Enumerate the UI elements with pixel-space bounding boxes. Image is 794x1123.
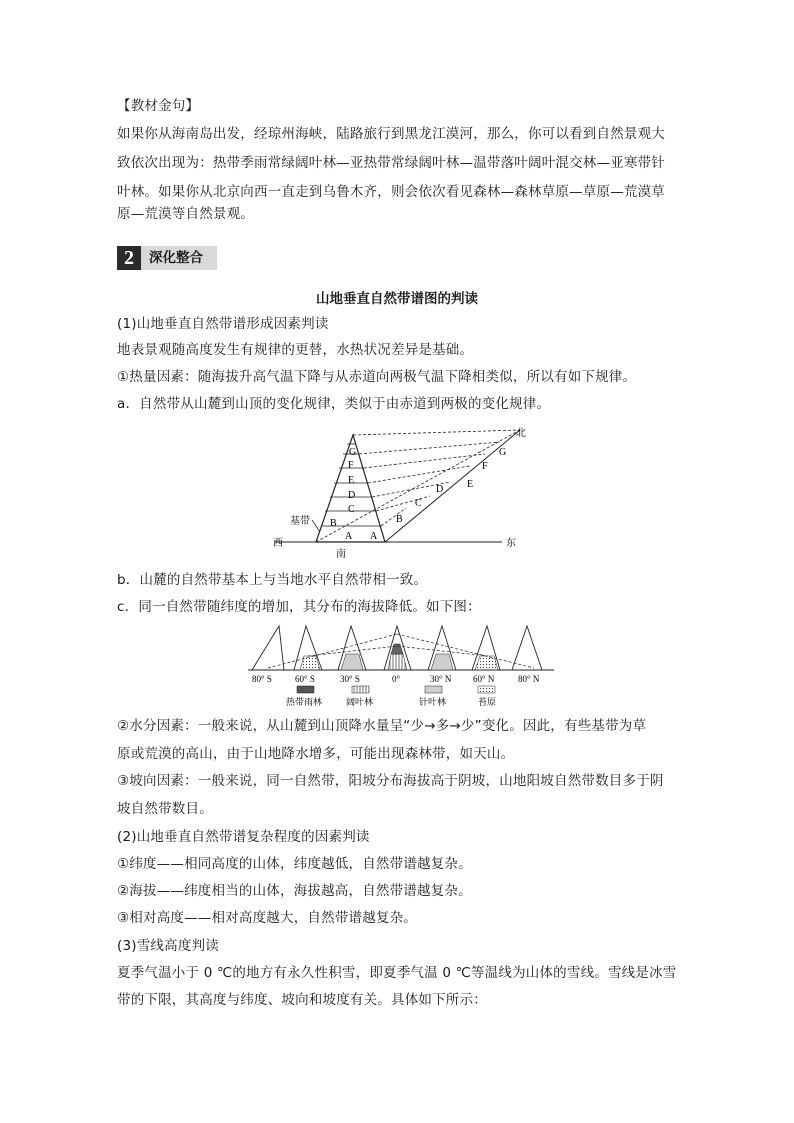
part2-heading: (2)山地垂直自然带谱复杂程度的因素判读	[117, 829, 370, 845]
part2-item-3: ③相对高度——相对高度越大，自然带谱越复杂。	[117, 910, 418, 926]
slope-factor-line-2: 坡自然带数目。	[117, 801, 213, 817]
lat-zone-c: C	[415, 498, 422, 509]
part3-heading: (3)雪线高度判读	[117, 938, 219, 954]
lat-label-60n: 60° N	[473, 674, 495, 684]
lat-label-0: 0°	[392, 674, 401, 684]
part1-heading: (1)山地垂直自然带谱形成因素判读	[117, 316, 329, 332]
lat-label-30n: 30° N	[430, 674, 452, 684]
zone-label-g: G	[349, 447, 357, 458]
zone-label-b: B	[330, 518, 337, 529]
lat-label-80n: 80° N	[518, 674, 540, 684]
lat-zone-d: D	[436, 484, 444, 495]
section-title: 深化整合	[149, 250, 203, 266]
water-factor-line-1: ②水分因素：一般来说，从山麓到山顶降水量呈“少→多→少”变化。因此，有些基带为草	[117, 718, 647, 734]
legend-tundra: 苔原	[478, 697, 497, 707]
summary-line-4: 原—荒漠等自然景观。	[117, 206, 254, 222]
base-belt-label: 基带	[290, 516, 310, 527]
zone-label-a: A	[345, 531, 353, 542]
zone-label-e: E	[348, 475, 355, 486]
item-c: c．同一自然带随纬度的增加，其分布的海拔降低。如下图：	[117, 599, 481, 615]
zone-label-c: C	[348, 504, 355, 515]
lat-label-80s: 80° S	[252, 674, 272, 684]
part1-intro: 地表景观随高度发生有规律的更替，水热状况差异是基础。	[117, 342, 474, 358]
mountain-zone-diagram	[270, 422, 530, 562]
part3-line-1: 夏季气温小于 0 ℃的地方有永久性积雪，即夏季气温 0 ℃等温线为山体的雪线。雪线是冰雪	[117, 965, 677, 981]
item-a: a．自然带从山麓到山顶的变化规律，类似于由赤道到两极的变化规律。	[117, 396, 551, 412]
latitude-zone-diagram	[248, 624, 554, 714]
lat-zone-a: A	[370, 531, 378, 542]
part2-item-1: ①纬度——相同高度的山体，纬度越低，自然带谱越复杂。	[117, 856, 472, 872]
summary-line-3: 叶林。如果你从北京向西一直走到乌鲁木齐，则会依次看见森林—森林草原—草原—荒漠草	[117, 184, 665, 200]
summary-line-2: 致依次出现为：热带季雨常绿阔叶林—亚热带常绿阔叶林—温带落叶阔叶混交林—亚寒带针	[117, 155, 665, 171]
topic-title: 山地垂直自然带谱图的判读	[316, 291, 478, 307]
zone-label-d: D	[348, 490, 356, 501]
part2-item-2: ②海拔——纬度相当的山体，海拔越高，自然带谱越复杂。	[117, 883, 472, 899]
water-factor-line-2: 原或荒漠的高山，由于山地降水增多，可能出现森林带，如天山。	[117, 746, 515, 762]
east-label: 东	[506, 538, 516, 549]
lat-zone-f: F	[482, 461, 488, 472]
west-label: 西	[273, 538, 283, 549]
summary-heading: 【教材金句】	[117, 98, 200, 114]
part3-line-2: 带的下限，其高度与纬度、坡向和坡度有关。具体如下所示：	[117, 992, 487, 1008]
item-b: b．山麓的自然带基本上与当地水平自然带相一致。	[117, 572, 428, 588]
slope-factor-line-1: ③坡向因素：一般来说，同一自然带，阳坡分布海拔高于阴坡，山地阳坡自然带数目多于阴	[117, 773, 664, 789]
lat-label-60s: 60° S	[295, 674, 315, 684]
lat-zone-e: E	[467, 479, 474, 490]
heat-factor: ①热量因素：随海拔升高气温下降与从赤道向两极气温下降相类似，所以有如下规律。	[117, 369, 637, 385]
lat-zone-b: B	[396, 514, 403, 525]
legend-broadleaf-forest: 阔叶林	[346, 697, 374, 707]
legend-coniferous-forest: 针叶林	[419, 697, 447, 707]
section-badge	[117, 246, 217, 270]
lat-label-30s: 30° S	[340, 674, 360, 684]
zone-label-f: F	[348, 460, 354, 471]
section-number: 2	[117, 246, 141, 270]
lat-zone-g: G	[499, 447, 507, 458]
south-label: 南	[336, 549, 346, 560]
north-label: 北	[516, 428, 526, 439]
summary-line-1: 如果你从海南岛出发，经琼州海峡，陆路旅行到黑龙江漠河，那么，你可以看到自然景观大	[117, 126, 665, 142]
legend-tropical-rainforest: 热带雨林	[286, 697, 323, 707]
